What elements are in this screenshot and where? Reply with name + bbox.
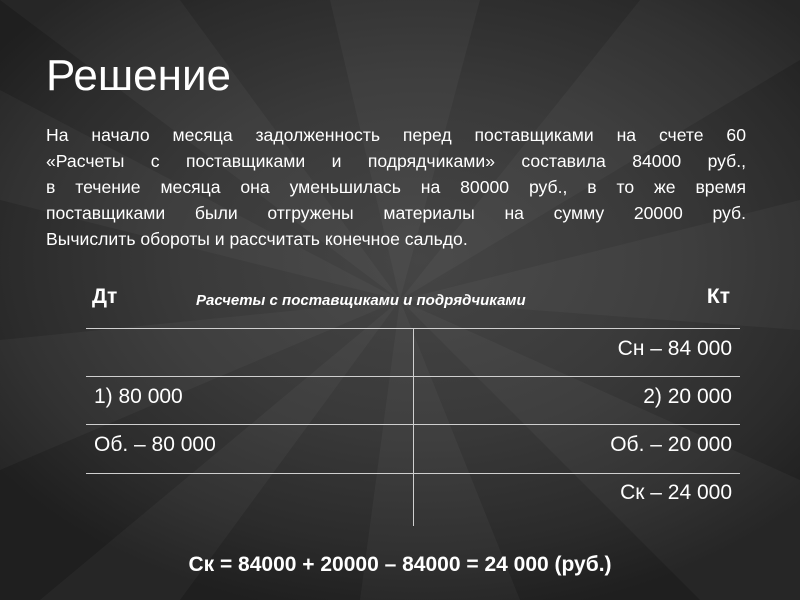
problem-line: На начало месяца задолженность перед поставщиками на счете 60	[46, 125, 746, 145]
credit-cell: Ск – 24 000	[620, 481, 732, 504]
t-account	[86, 276, 740, 526]
account-name: Расчеты с поставщиками и подрядчиками	[196, 292, 526, 309]
problem-line: поставщиками были отгружены материалы на сумму 20000 руб.	[46, 203, 746, 223]
slide-title: Решение	[46, 51, 232, 100]
credit-cell: Об. – 20 000	[610, 433, 732, 456]
t-account-center-line	[413, 328, 414, 526]
debit-label: Дт	[92, 285, 118, 308]
problem-text	[46, 122, 746, 252]
credit-label: Кт	[706, 285, 730, 308]
problem-line: в течение месяца она уменьшилась на 80000 руб., в то же время	[46, 177, 746, 197]
credit-cell: Сн – 84 000	[617, 337, 732, 360]
debit-cell: Об. – 80 000	[94, 433, 216, 456]
credit-cell: 2) 20 000	[643, 385, 732, 408]
problem-line: Вычислить обороты и рассчитать конечное сальдо.	[46, 229, 468, 249]
result-formula: Ск = 84000 + 20000 – 84000 = 24 000 (руб.)	[188, 553, 612, 576]
debit-cell: 1) 80 000	[94, 385, 183, 408]
problem-line: «Расчеты с поставщиками и подрядчиками» составила 84000 руб.,	[46, 151, 746, 171]
